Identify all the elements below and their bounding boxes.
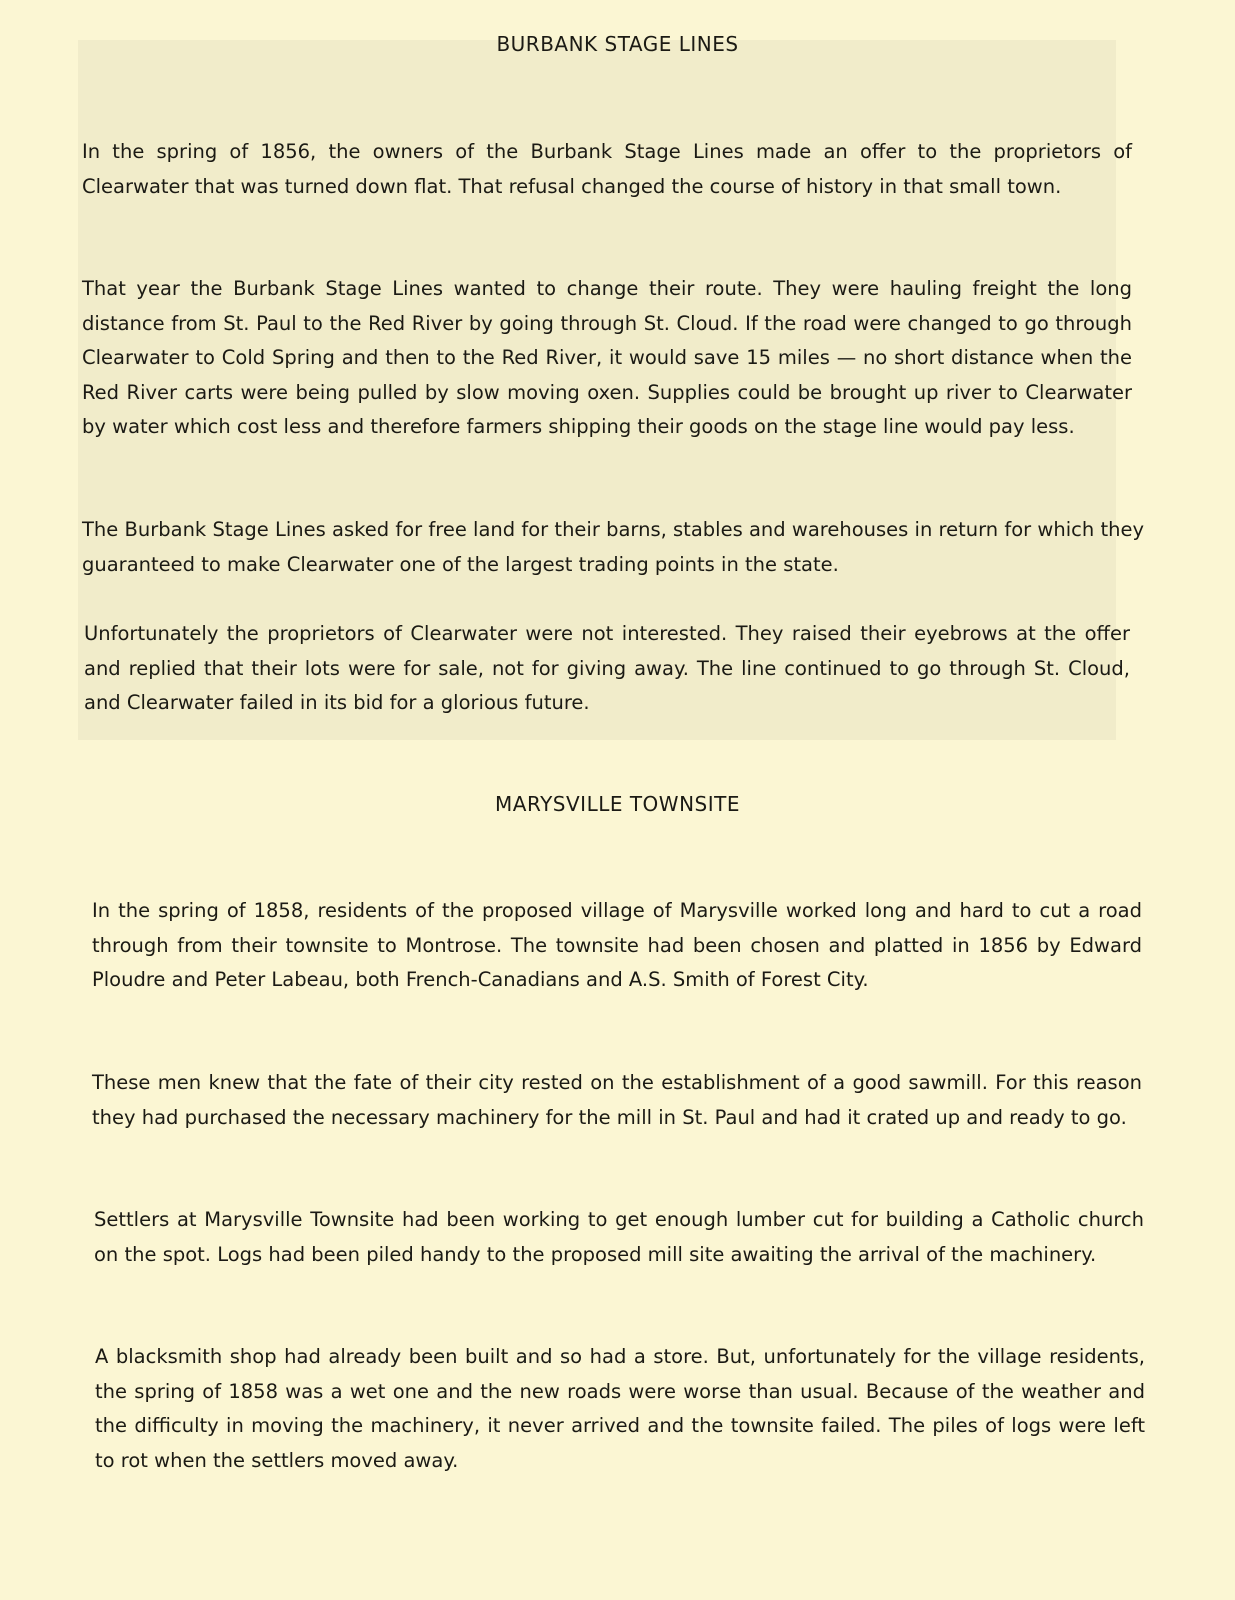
paragraph-burbank-4: Unfortunately the proprietors of Clearwater were not interested. They raised their eyebrows at the offer and replied that their lots were for sale, not for giving away. The line continued to go through St. Cloud, and Clearwater failed in its bid for a glorious future. xyxy=(84,622,1130,714)
paragraph-marysville-1: In the spring of 1858, residents of the proposed village of Marysville worked long and hard to cut a road through from their townsite to Montrose. The townsite had been chosen and platted in 1856 by Edward Ploudre and Peter Labeau, both French-Canadians and A.S. Smith of Forest City. xyxy=(92,899,1142,991)
paragraph-burbank-2: That year the Burbank Stage Lines wanted to change their route. They were hauling freight the long distance from St. Paul to the Red River by going through St. Cloud. If the road were changed to go through Clearwater to Cold Spring and then to the Red River, it would save 15 miles — no short distance when the Red River carts were being pulled by slow moving oxen. Supplies could be brought up river to Clearwater by water which cost less and therefore farmers shipping their goods on the stage line would pay less. xyxy=(82,277,1132,438)
paragraph-burbank-3: The Burbank Stage Lines asked for free land for their barns, stables and warehouses in return for which they guaranteed to make Clearwater one of the largest trading points in the state. xyxy=(82,518,1144,576)
paragraph-marysville-2: These men knew that the fate of their city rested on the establishment of a good sawmill. For this reason they had purchased the necessary machinery for the mill in St. Paul and had it crated up and ready to go. xyxy=(92,1071,1142,1129)
section-title-marysville-townsite: MARYSVILLE TOWNSITE xyxy=(495,792,740,816)
paragraph-marysville-3: Settlers at Marysville Townsite had been working to get enough lumber cut for building a Catholic church on the spot. Logs had been piled handy to the proposed mill site awaiting the arrival of the machinery. xyxy=(94,1208,1144,1266)
section-title-burbank-stage-lines: BURBANK STAGE LINES xyxy=(496,32,739,56)
paragraph-marysville-4: A blacksmith shop had already been built and so had a store. But, unfortunately for the village residents, the spring of 1858 was a wet one and the new roads were worse than usual. Because of the weather and the difficulty in moving the machinery, it never arrived and the townsite failed. The piles of logs were left to rot when the settlers moved away. xyxy=(95,1345,1145,1472)
paragraph-burbank-1: In the spring of 1856, the owners of the Burbank Stage Lines made an offer to the proprietors of Clearwater that was turned down flat. That refusal changed the course of history in that small town. xyxy=(82,140,1132,198)
